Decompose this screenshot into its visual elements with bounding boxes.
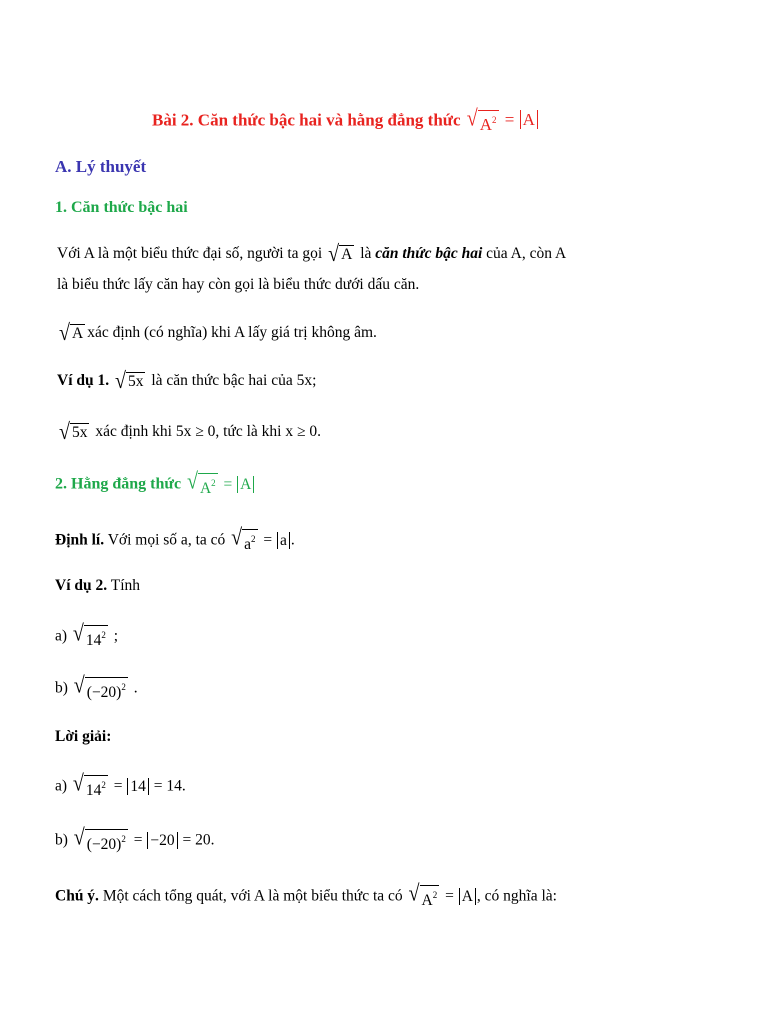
subsection-heading-2: 2. Hằng đẳng thức √ $A^2$ = A — [55, 472, 255, 498]
solution-a: a) √ $14^2$ = 14 = 14. — [55, 770, 186, 799]
example-1-condition: √ 5x xác định khi 5x ≥ 0, tức là khi x ≥ 0. — [59, 419, 321, 446]
note: Chú ý. Một cách tổng quát, với A là một biểu thức ta có √ $A^2$ = A , có nghĩa là: — [55, 880, 557, 909]
title-formula: √ $A^2$ = A — [465, 110, 539, 129]
solution-label: Lời giải: — [55, 728, 112, 745]
title-text: Bài 2. Căn thức bậc hai và hằng đẳng thức — [152, 110, 461, 130]
radical-A: √ A — [328, 241, 353, 268]
page-title — [152, 105, 539, 134]
example-2b: b) √ $(-20)^2$ . — [55, 672, 138, 701]
subsection-heading-1: 1. Căn thức bậc hai — [55, 199, 188, 216]
paragraph-definition-line1: Với A là một biểu thức đại số, người ta gọi √ A là căn thức bậc hai của A, còn A — [57, 241, 567, 268]
term-highlight: căn thức bậc hai — [375, 245, 483, 262]
paragraph-definition-line2: là biểu thức lấy căn hay còn gọi là biểu thức dưới dấu căn. — [57, 276, 420, 293]
solution-b: b) √ $(-20)^2$ = −20 = 20. — [55, 824, 215, 853]
defined-condition: √ A xác định (có nghĩa) khi A lấy giá trị không âm. — [59, 320, 377, 347]
example-2a: a) √ $14^2$ ; — [55, 620, 119, 649]
example-1: Ví dụ 1. √ 5x là căn thức bậc hai của 5x; — [57, 368, 317, 395]
section-heading-theory: A. Lý thuyết — [55, 157, 147, 176]
example-2: Ví dụ 2. Tính — [55, 577, 141, 594]
theorem: Định lí. Với mọi số a, ta có √ $a^2$ = a . — [55, 524, 295, 553]
